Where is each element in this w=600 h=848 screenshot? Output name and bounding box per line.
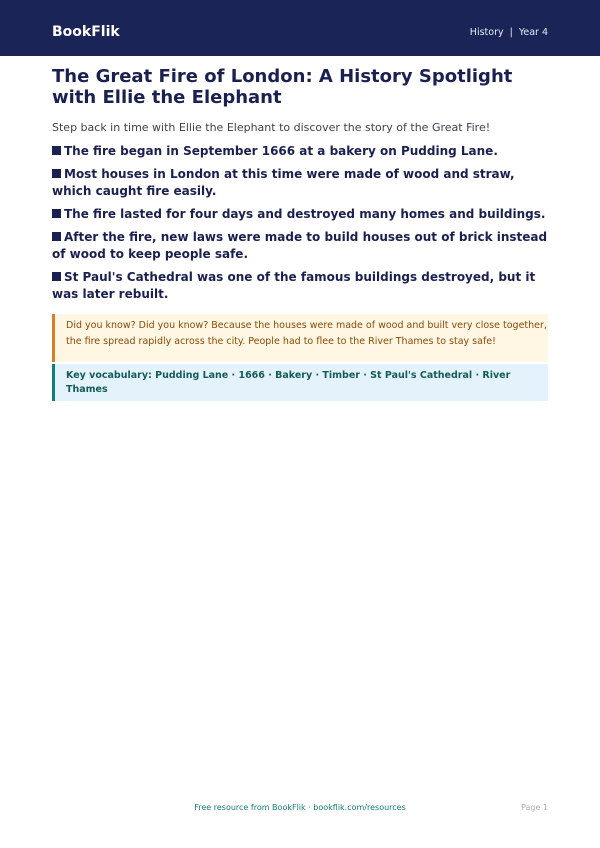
year-label: Year 4 (518, 27, 548, 38)
fact-text: The fire lasted for four days and destroyed many homes and buildings. (64, 207, 546, 221)
page-number: Page 1 (521, 803, 548, 812)
brand-logo[interactable]: BookFlik (52, 24, 120, 40)
key-vocabulary-box (52, 364, 548, 401)
square-bullet-icon (52, 209, 61, 218)
intro-text: Step back in time with Ellie the Elephant to discover the story of the Great Fire! (52, 121, 491, 134)
fact-item (52, 229, 548, 263)
vocab-text: Key vocabulary: Pudding Lane · 1666 · Bakery · Timber · St Paul's Cathedral · River Thames (66, 370, 511, 395)
square-bullet-icon (52, 232, 61, 241)
fact-item (52, 166, 548, 200)
fact-text: After the fire, new laws were made to build houses out of brick instead of wood to keep people safe. (52, 230, 548, 261)
callout-text: Did you know? Did you know? Because the houses were made of wood and built very close together, the fire spread rapidly across the city. People had to flee to the River Thames to stay safe! (66, 320, 547, 347)
subject-label: History (469, 27, 504, 38)
fact-text: St Paul's Cathedral was one of the famous buildings destroyed, but it was later rebuilt. (52, 270, 536, 301)
page-title: The Great Fire of London: A History Spotlight with Ellie the Elephant (52, 66, 513, 108)
fact-item (52, 269, 548, 303)
fact-text: Most houses in London at this time were made of wood and straw, which caught fire easily. (52, 167, 515, 198)
header-separator: | (509, 27, 513, 38)
fact-list (52, 143, 548, 309)
square-bullet-icon (52, 146, 61, 155)
did-you-know-callout (52, 314, 548, 362)
footer-resource-link[interactable]: Free resource from BookFlik · bookflik.com/resources (194, 803, 406, 812)
header-meta (470, 26, 548, 40)
fact-item (52, 143, 548, 160)
square-bullet-icon (52, 272, 61, 281)
square-bullet-icon (52, 169, 61, 178)
fact-item (52, 206, 548, 223)
fact-text: The fire began in September 1666 at a bakery on Pudding Lane. (64, 144, 498, 158)
page-header (0, 0, 600, 56)
